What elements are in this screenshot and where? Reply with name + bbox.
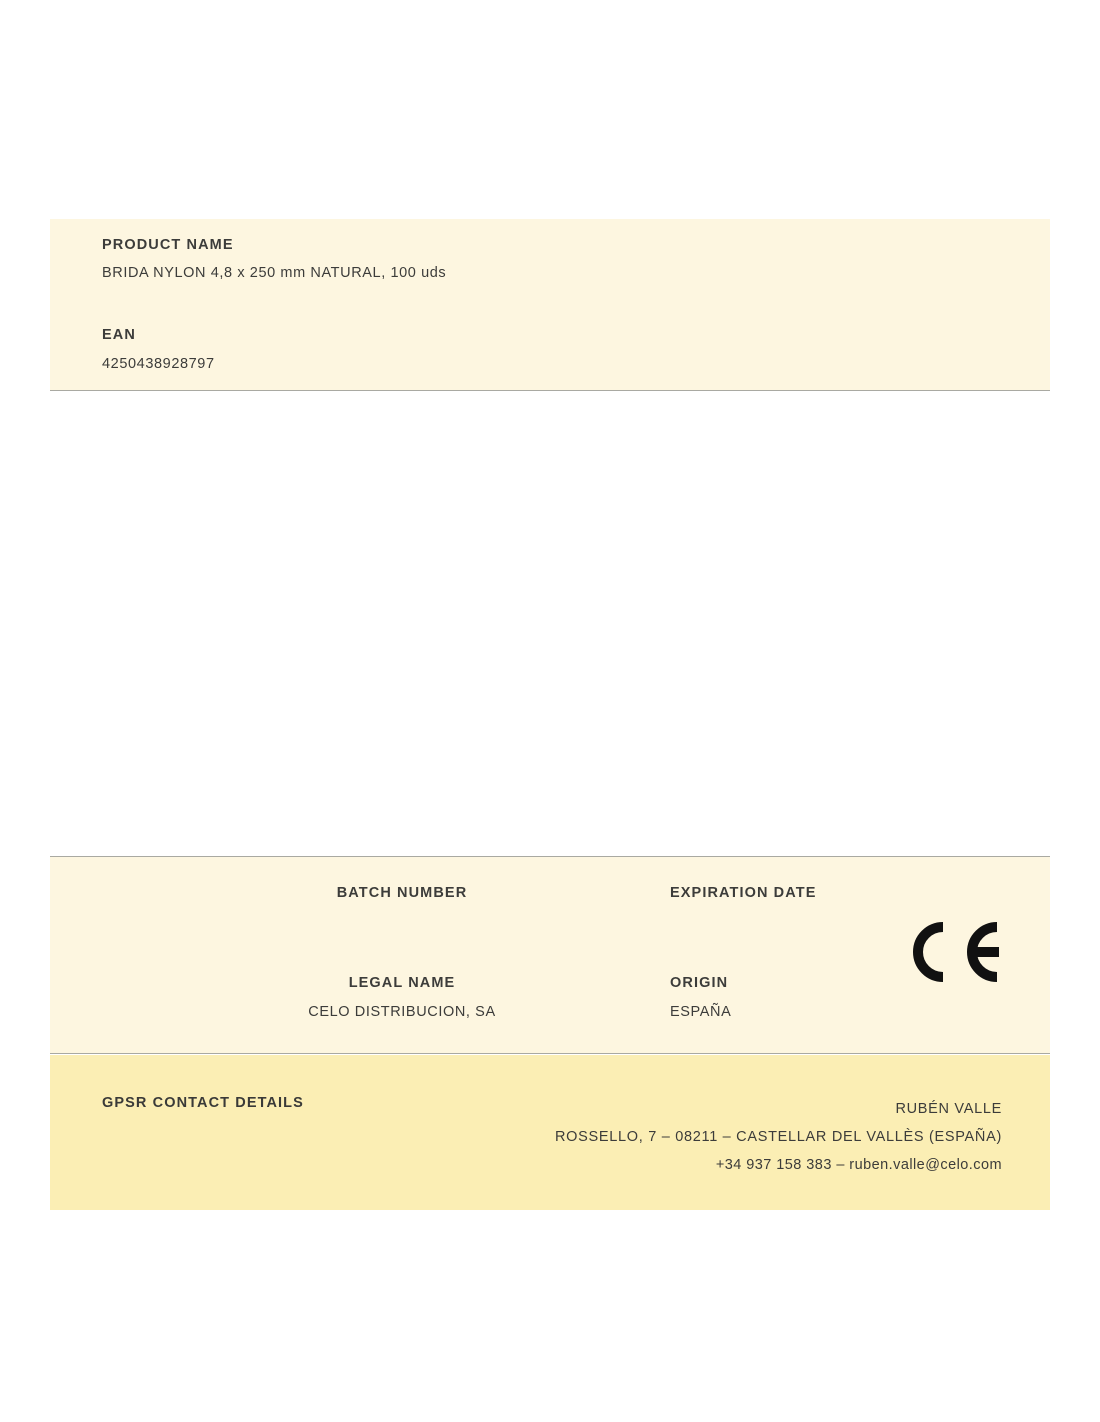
product-name-value: BRIDA NYLON 4,8 x 250 mm NATURAL, 100 uds <box>102 265 447 281</box>
gpsr-contact-details-label: GPSR CONTACT DETAILS <box>102 1095 304 1111</box>
ean-value: 4250438928797 <box>102 356 215 372</box>
gpsr-contact-lines <box>555 1095 1002 1179</box>
expiration-date-label: EXPIRATION DATE <box>670 885 817 901</box>
origin-value: ESPAÑA <box>670 1004 732 1020</box>
gpsr-contact-block <box>50 1055 1050 1210</box>
gpsr-contact-name: RUBÉN VALLE <box>895 1101 1002 1117</box>
product-name-label: PRODUCT NAME <box>102 237 234 253</box>
ce-mark-icon <box>905 919 1005 985</box>
gpsr-contact-phone-email: +34 937 158 383 – ruben.valle@celo.com <box>715 1157 1002 1173</box>
origin-label: ORIGIN <box>670 975 729 991</box>
identification-block <box>50 856 1050 1054</box>
batch-number-label: BATCH NUMBER <box>336 885 468 901</box>
product-info-block <box>50 219 1050 391</box>
legal-name-value: CELO DISTRIBUCION, SA <box>308 1004 496 1020</box>
legal-name-label: LEGAL NAME <box>348 975 456 991</box>
gpsr-contact-address: ROSSELLO, 7 – 08211 – CASTELLAR DEL VALLÈS (ESPAÑA) <box>555 1129 1002 1145</box>
ean-label: EAN <box>102 327 136 343</box>
